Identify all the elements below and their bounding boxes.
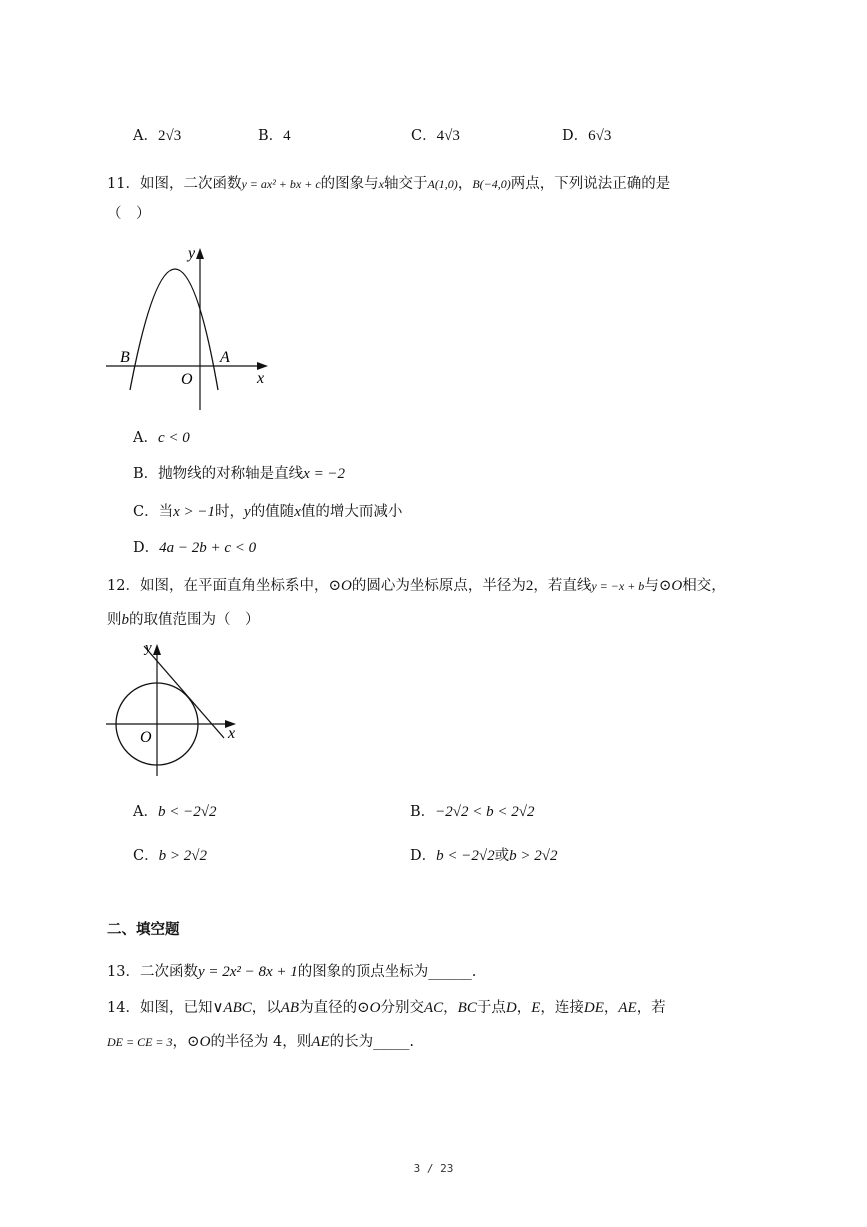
q10-option-a: A．2√3 bbox=[133, 128, 182, 144]
q13-stem: 13．二次函数y = 2x² − 8x + 1的图象的顶点坐标为______. bbox=[107, 964, 477, 980]
q14-stem-line1: 14．如图，已知∨ABC，以AB为直径的⊙O分别交AC，BC于点D，E，连接DE，AE，若 bbox=[107, 1000, 666, 1016]
q12-option-d: D．b < −2√2或b > 2√2 bbox=[410, 848, 558, 864]
q12-option-c: C．b > 2√2 bbox=[133, 848, 207, 864]
section-title: 二、填空题 bbox=[107, 922, 180, 938]
label-x: x bbox=[228, 725, 236, 742]
q12-option-a: A．b < −2√2 bbox=[133, 804, 217, 820]
q12-stem-line1: 12．如图，在平面直角坐标系中，⊙O的圆心为坐标原点，半径为2，若直线y = −x + b与⊙O相交， bbox=[107, 578, 726, 594]
label-y: y bbox=[188, 245, 196, 262]
q12-stem-line2: 则b的取值范围为（ ） bbox=[107, 612, 260, 628]
q10-option-c: C．4√3 bbox=[411, 128, 460, 144]
label-x: x bbox=[257, 370, 265, 387]
q10-option-b: B．4 bbox=[258, 128, 291, 144]
page-number: 3 / 23 bbox=[413, 1162, 454, 1175]
y-axis-arrow bbox=[153, 644, 161, 655]
q11-option-a: A．c < 0 bbox=[133, 430, 190, 446]
q14-stem-line2: DE = CE = 3，⊙O的半径为 4，则AE的长为_____. bbox=[107, 1034, 414, 1050]
q12-circle-figure bbox=[104, 640, 254, 780]
y-axis-arrow bbox=[196, 248, 204, 259]
label-o: O bbox=[140, 729, 152, 746]
q11-parabola-figure bbox=[104, 242, 274, 412]
label-b: B bbox=[120, 349, 130, 366]
label-o: O bbox=[181, 371, 193, 388]
q11-option-c: C．当x > −1时，y的值随x值的增大而减小 bbox=[133, 504, 403, 520]
parabola-curve bbox=[130, 269, 218, 390]
label-a: A bbox=[220, 349, 230, 366]
q12-option-b: B．−2√2 < b < 2√2 bbox=[410, 804, 535, 820]
q11-paren: （ ） bbox=[107, 206, 151, 222]
label-y: y bbox=[145, 640, 152, 656]
q11-option-d: D．4a − 2b + c < 0 bbox=[133, 540, 257, 556]
x-axis-arrow bbox=[257, 362, 268, 370]
q11-option-b: B．抛物线的对称轴是直线x = −2 bbox=[133, 466, 346, 482]
q11-stem: 11．如图，二次函数y = ax² + bx + c的图象与x轴交于A(1,0)，B(−4,0)两点，下列说法正确的是 bbox=[107, 176, 671, 192]
q10-option-d: D．6√3 bbox=[562, 128, 612, 144]
